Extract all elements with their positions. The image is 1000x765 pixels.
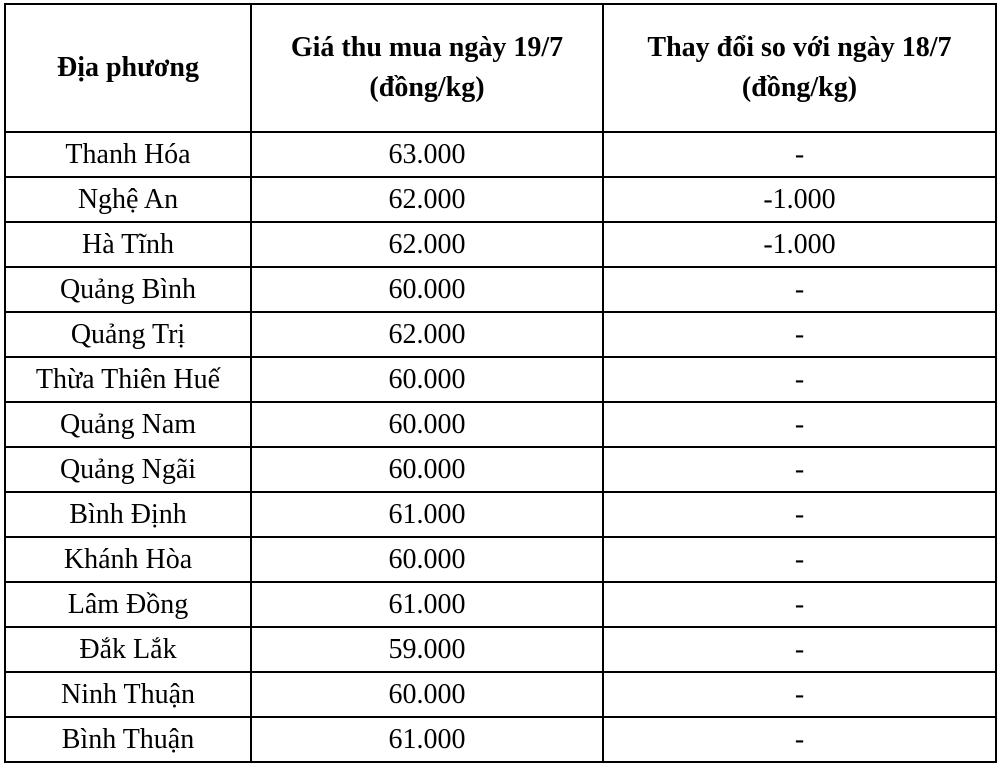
cell-change: -: [603, 492, 996, 537]
cell-change: -: [603, 132, 996, 177]
cell-region: Quảng Ngãi: [5, 447, 251, 492]
cell-price: 60.000: [251, 402, 603, 447]
cell-region: Lâm Đồng: [5, 582, 251, 627]
cell-region: Quảng Trị: [5, 312, 251, 357]
price-table-container: [4, 3, 995, 763]
cell-region: Bình Định: [5, 492, 251, 537]
cell-change: -: [603, 357, 996, 402]
table-row: [5, 267, 996, 312]
cell-change: -: [603, 537, 996, 582]
cell-change: -1.000: [603, 177, 996, 222]
cell-region: Hà Tĩnh: [5, 222, 251, 267]
table-row: [5, 627, 996, 672]
cell-change: -: [603, 627, 996, 672]
cell-change: -1.000: [603, 222, 996, 267]
header-region-label: Địa phương: [56, 52, 200, 83]
cell-price: 60.000: [251, 537, 603, 582]
header-price-line1: Giá thu mua ngày 19/7: [290, 32, 564, 63]
header-price: [251, 4, 603, 132]
cell-price: 60.000: [251, 672, 603, 717]
cell-price: 62.000: [251, 312, 603, 357]
cell-region: Đắk Lắk: [5, 627, 251, 672]
table-row: [5, 672, 996, 717]
cell-price: 61.000: [251, 717, 603, 762]
table-row: [5, 402, 996, 447]
cell-change: -: [603, 672, 996, 717]
table-row: [5, 717, 996, 762]
cell-region: Ninh Thuận: [5, 672, 251, 717]
header-row: [5, 4, 996, 132]
cell-price: 59.000: [251, 627, 603, 672]
cell-region: Thừa Thiên Huế: [5, 357, 251, 402]
table-row: [5, 447, 996, 492]
cell-region: Bình Thuận: [5, 717, 251, 762]
cell-price: 60.000: [251, 447, 603, 492]
cell-region: Quảng Nam: [5, 402, 251, 447]
header-change-line1: Thay đổi so với ngày 18/7: [647, 32, 952, 63]
cell-price: 60.000: [251, 267, 603, 312]
cell-change: -: [603, 582, 996, 627]
table-row: [5, 357, 996, 402]
header-change-line2: (đồng/kg): [741, 72, 858, 103]
header-region: [5, 4, 251, 132]
cell-change: -: [603, 717, 996, 762]
table-row: [5, 132, 996, 177]
cell-region: Khánh Hòa: [5, 537, 251, 582]
cell-price: 62.000: [251, 222, 603, 267]
header-price-line2: (đồng/kg): [369, 72, 485, 103]
table-row: [5, 582, 996, 627]
table-row: [5, 177, 996, 222]
table-row: [5, 222, 996, 267]
cell-change: -: [603, 447, 996, 492]
table-row: [5, 537, 996, 582]
cell-change: -: [603, 402, 996, 447]
cell-price: 63.000: [251, 132, 603, 177]
cell-region: Thanh Hóa: [5, 132, 251, 177]
cell-change: -: [603, 267, 996, 312]
cell-price: 60.000: [251, 357, 603, 402]
price-table: [4, 3, 997, 763]
cell-change: -: [603, 312, 996, 357]
cell-region: Quảng Bình: [5, 267, 251, 312]
cell-region: Nghệ An: [5, 177, 251, 222]
cell-price: 61.000: [251, 582, 603, 627]
cell-price: 62.000: [251, 177, 603, 222]
table-row: [5, 492, 996, 537]
cell-price: 61.000: [251, 492, 603, 537]
table-row: [5, 312, 996, 357]
header-change: [603, 4, 996, 132]
